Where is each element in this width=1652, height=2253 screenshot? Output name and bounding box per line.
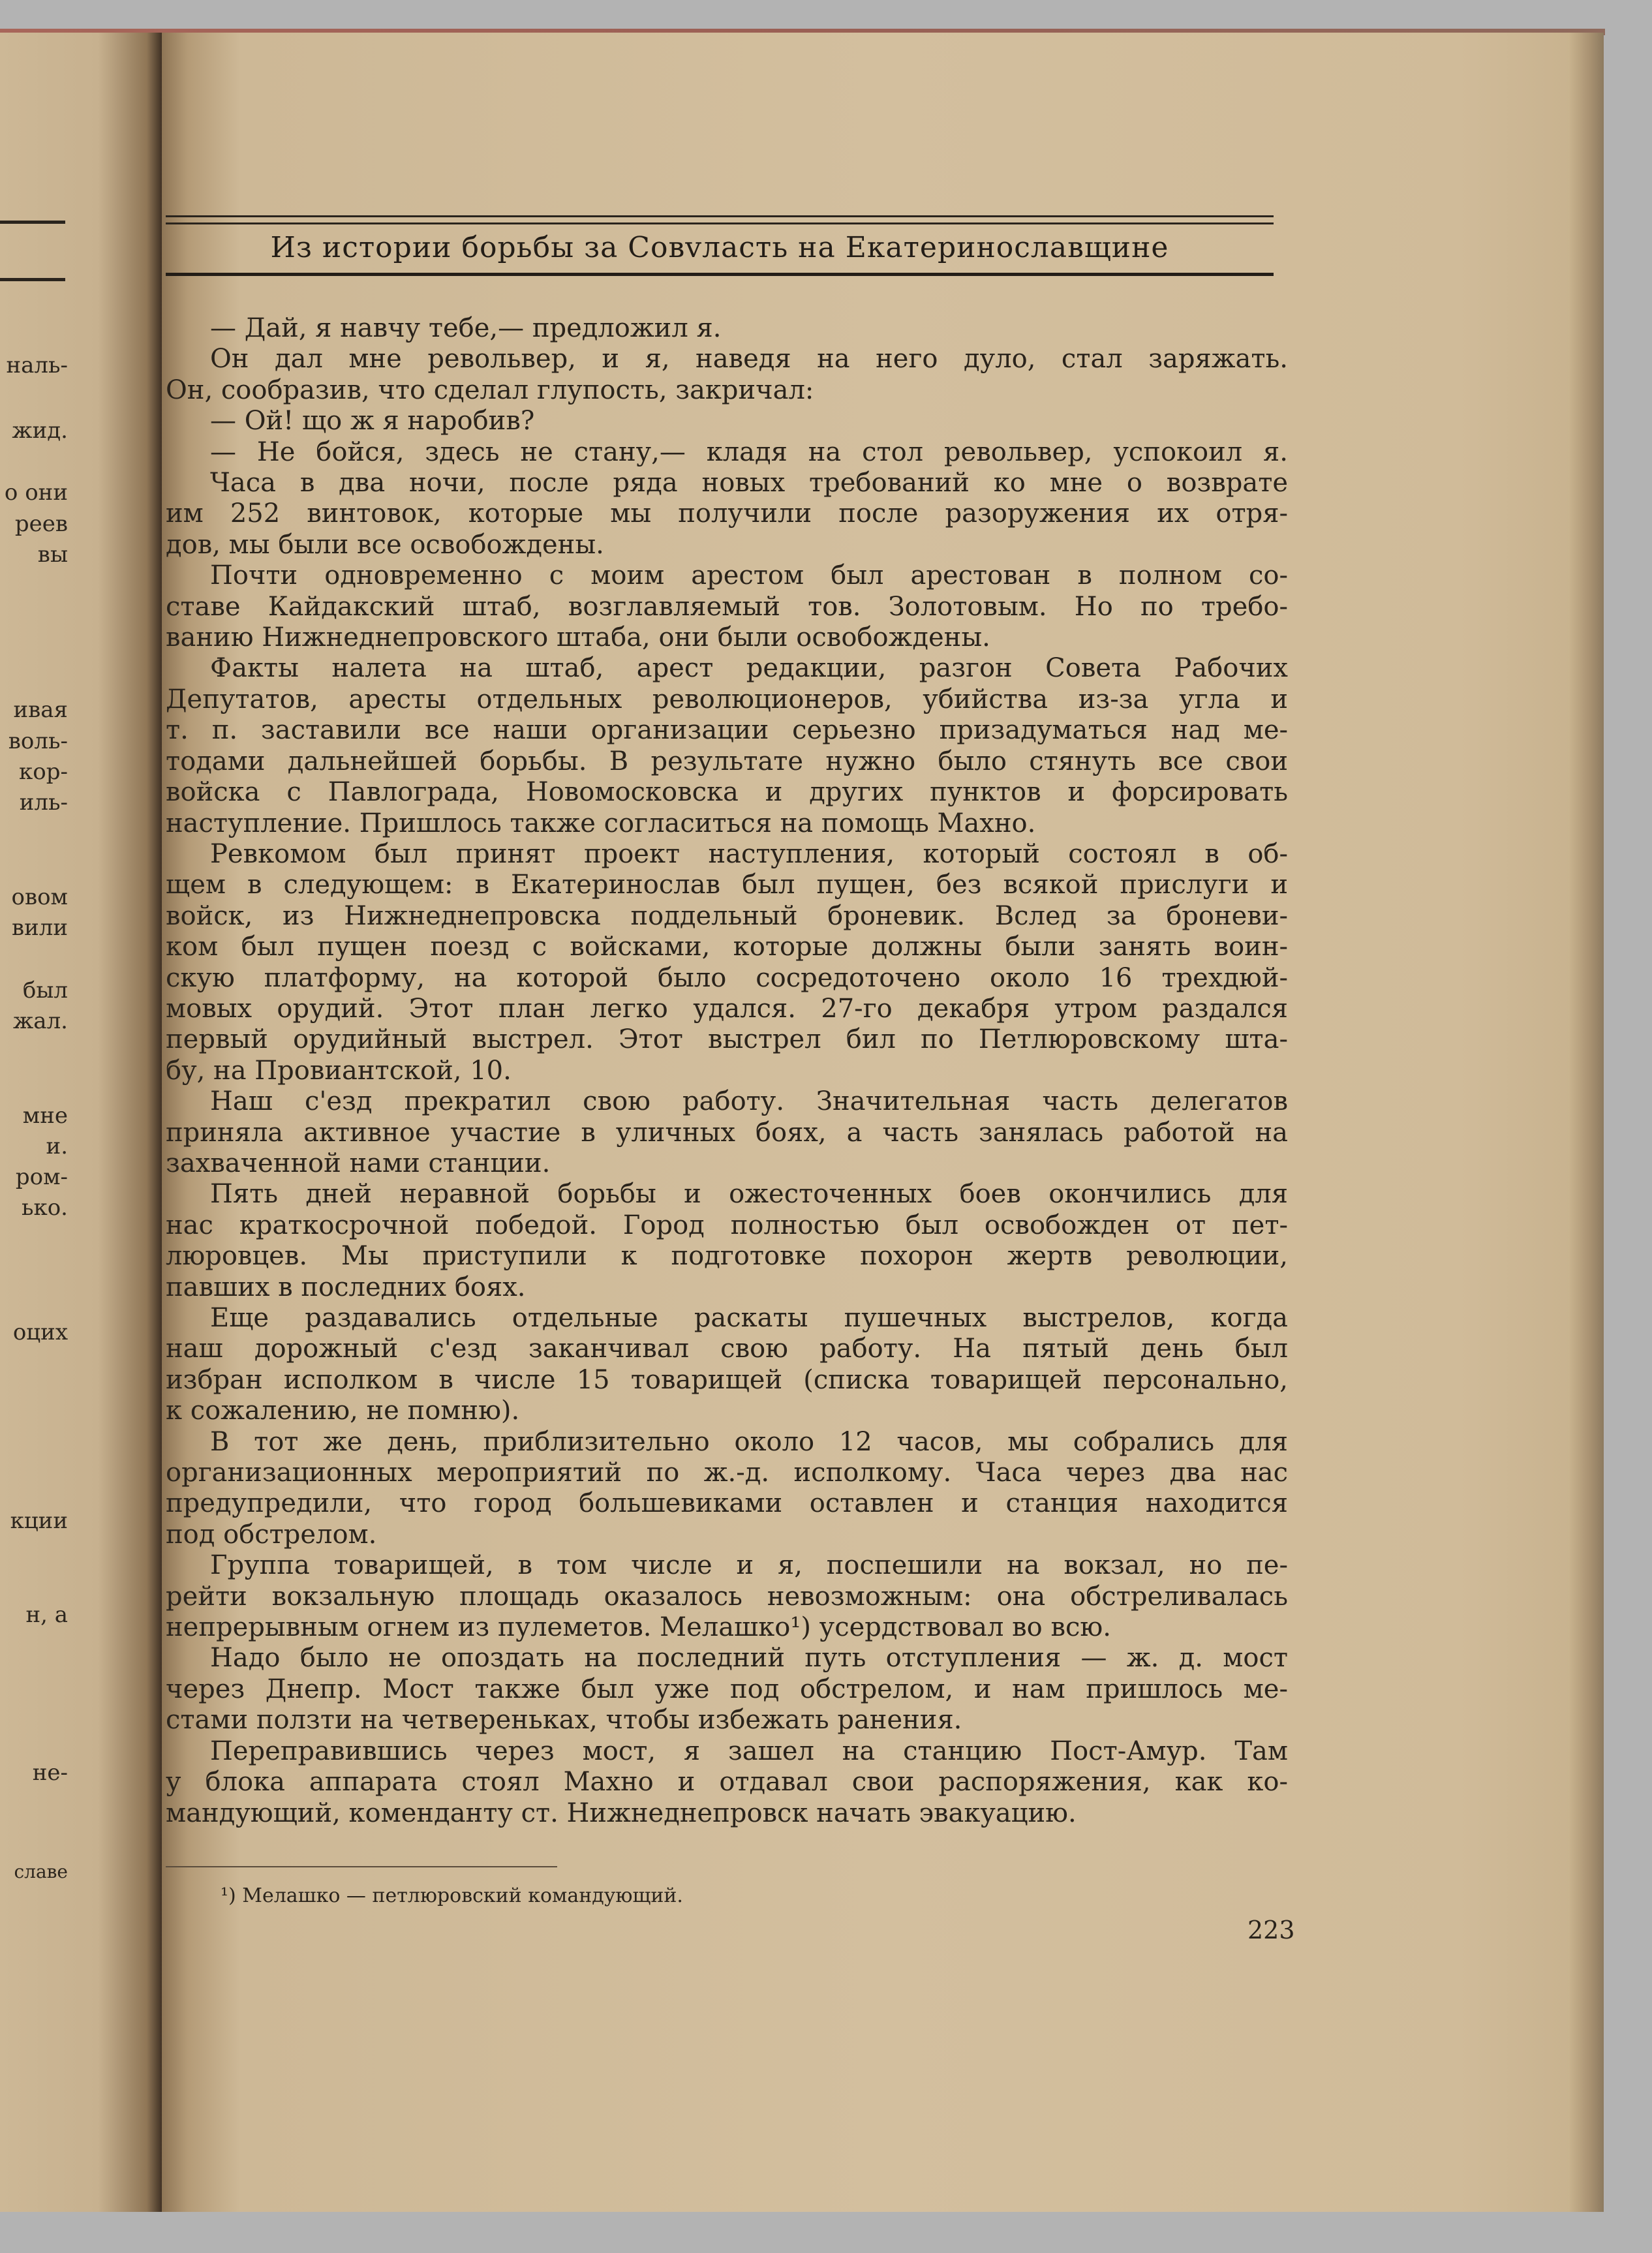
text-line: Наш с'езд прекратил свою работу. Значительная часть делегатов [210, 1086, 1288, 1117]
text-line: мовых орудий. Этот план легко удался. 27-го декабря утром раздался [166, 993, 1288, 1024]
text-line: приняла активное участие в уличных боях, а часть занялась работой на [166, 1117, 1288, 1148]
header-top-rule [166, 215, 1274, 224]
left-page-fragment: оцих [12, 1319, 68, 1345]
left-page-fragment: был [22, 977, 68, 1004]
text-line: люровцев. Мы приступили к подготовке похорон жертв революции, [166, 1241, 1288, 1272]
text-line: скую платформу, на которой было сосредоточено около 16 трехдюй- [166, 962, 1288, 993]
left-page-rule-bottom [0, 278, 65, 281]
text-line: Надо было не опоздать на последний путь отступления — ж. д. мост [210, 1643, 1288, 1674]
text-line: войск, из Нижнеднепровска поддельный броневик. Вслед за броневи- [166, 900, 1288, 931]
left-page-fragment: вили [11, 915, 68, 941]
text-line: Часа в два ночи, после ряда новых требований ко мне о возврате [210, 468, 1288, 498]
page-number: 223 [1247, 1916, 1295, 1944]
left-page-fragment: мне [22, 1103, 68, 1129]
left-page-fragment: реев [14, 511, 68, 537]
text-line: ставе Кайдакский штаб, возглавляемый тов. Золотовым. Но по требо- [166, 591, 1288, 622]
left-page-fragment: ивая [13, 697, 68, 723]
text-line: у блока аппарата стоял Махно и отдавал свои распоряжения, как ко- [166, 1767, 1288, 1798]
right-page-edge [1568, 33, 1604, 2212]
left-page-fragment: вы [37, 542, 68, 568]
left-page-fragment: кции [10, 1508, 68, 1534]
text-line: ванию Нижнеднепровского штаба, они были освобождены. [166, 622, 990, 653]
text-line: В тот же день, приблизительно около 12 часов, мы собрались для [210, 1426, 1288, 1457]
text-line: Переправившись через мост, я зашел на станцию Пост-Амур. Там [210, 1736, 1288, 1766]
text-line: Почти одновременно с моим арестом был арестован в полном со- [210, 560, 1288, 591]
text-line: Депутатов, аресты отдельных революционеров, убийства из-за угла и [166, 684, 1288, 714]
left-page-rule-top [0, 221, 65, 224]
text-line: тодами дальнейшей борьбы. В результате нужно было стянуть все свои [166, 746, 1288, 776]
text-line: наступление. Пришлось также согласиться на помощь Махно. [166, 808, 1036, 838]
text-line: мандующий, коменданту ст. Нижнеднепровск начать эвакуацию. [166, 1798, 1077, 1828]
text-line: нас краткосрочной победой. Город полностью был освобожден от пет- [166, 1210, 1288, 1240]
text-line: — Дай, я навчу тебе,— предложил я. [210, 313, 722, 343]
text-line: павших в последних боях. [166, 1272, 526, 1302]
text-line: к сожалению, не помню). [166, 1396, 520, 1426]
text-line: Он дал мне револьвер, и я, наведя на него дуло, стал заряжать. [210, 344, 1288, 375]
left-page-fragment: иль- [19, 789, 68, 816]
left-page-fragment: кор- [19, 759, 68, 785]
left-page-fragment: наль- [6, 352, 68, 378]
text-line: предупредили, что город большевиками оставлен и станция находится [166, 1488, 1288, 1519]
left-page-fragment: ько. [21, 1195, 68, 1221]
text-line: непрерывным огнем из пулеметов. Мелашко¹) усердствовал во всю. [166, 1612, 1111, 1643]
left-page-fragment: славе [14, 1861, 68, 1882]
header-bottom-rule [166, 273, 1274, 276]
text-line: — Ой! що ж я наробив? [210, 406, 535, 437]
text-line: избран исполком в числе 15 товарищей (списка товарищей персонально, [166, 1364, 1288, 1395]
text-line: им 252 винтовок, которые мы получили после разоружения их отря- [166, 498, 1288, 529]
text-line: дов, мы были все освобождены. [166, 529, 604, 560]
text-line: Пять дней неравной борьбы и ожесточенных боев окончились для [210, 1179, 1288, 1210]
text-line: ком был пущен поезд с войсками, которые должны были занять воин- [166, 932, 1288, 962]
footnote-rule [166, 1866, 557, 1867]
text-line: войска с Павлограда, Новомосковска и других пунктов и форсировать [166, 777, 1288, 808]
left-page-fragment: воль- [8, 728, 68, 754]
text-line: Факты налета на штаб, арест редакции, разгон Совета Рабочих [210, 653, 1288, 684]
left-page-fragment: н, а [25, 1602, 68, 1628]
text-line: Ревкомом был принят проект наступления, который состоял в об- [210, 838, 1288, 869]
text-line: бу, на Провиантской, 10. [166, 1055, 512, 1086]
text-line: Группа товарищей, в том числе и я, поспешили на вокзал, но пе- [210, 1550, 1288, 1581]
left-page-fragment: жид. [12, 418, 68, 444]
text-line: стами ползти на четвереньках, чтобы избежать ранения. [166, 1705, 962, 1736]
text-line: — Не бойся, здесь не стану,— кладя на стол револьвер, успокоил я. [210, 437, 1288, 467]
left-page-fragment: ром- [15, 1164, 68, 1190]
left-page-fragment: и. [46, 1133, 68, 1159]
text-line: первый орудийный выстрел. Этот выстрел бил по Петлюровскому шта- [166, 1024, 1288, 1055]
left-page-fragment: о они [4, 480, 68, 506]
text-line: под обстрелом. [166, 1519, 377, 1550]
text-line: через Днепр. Мост также был уже под обстрелом, и нам пришлось ме- [166, 1674, 1288, 1704]
text-line: Он, сообразив, что сделал глупость, закричал: [166, 375, 814, 405]
text-line: Еще раздавались отдельные раскаты пушечных выстрелов, когда [210, 1303, 1288, 1333]
text-line: наш дорожный с'езд заканчивал свою работу. На пятый день был [166, 1334, 1288, 1364]
left-page-fragment: жал. [13, 1008, 68, 1034]
text-line: захваченной нами станции. [166, 1148, 551, 1178]
text-line: щем в следующем: в Екатеринослав был пущен, без всякой прислуги и [166, 870, 1288, 900]
left-page-fragment: не- [32, 1760, 68, 1786]
text-line: т. п. заставили все наши организации серьезно призадуматься над ме- [166, 715, 1288, 746]
left-page-fragment: овом [11, 884, 68, 910]
body-text [166, 313, 1288, 1829]
text-line: организационных мероприятий по ж.-д. исполкому. Часа через два нас [166, 1458, 1288, 1488]
running-head: Из истории борьбы за Совvласть на Екатеринославщине [270, 231, 1169, 264]
footnote: ¹) Мелашко — петлюровский командующий. [221, 1884, 683, 1907]
text-line: рейти вокзальную площадь оказалось невозможным: она обстреливалась [166, 1581, 1288, 1612]
